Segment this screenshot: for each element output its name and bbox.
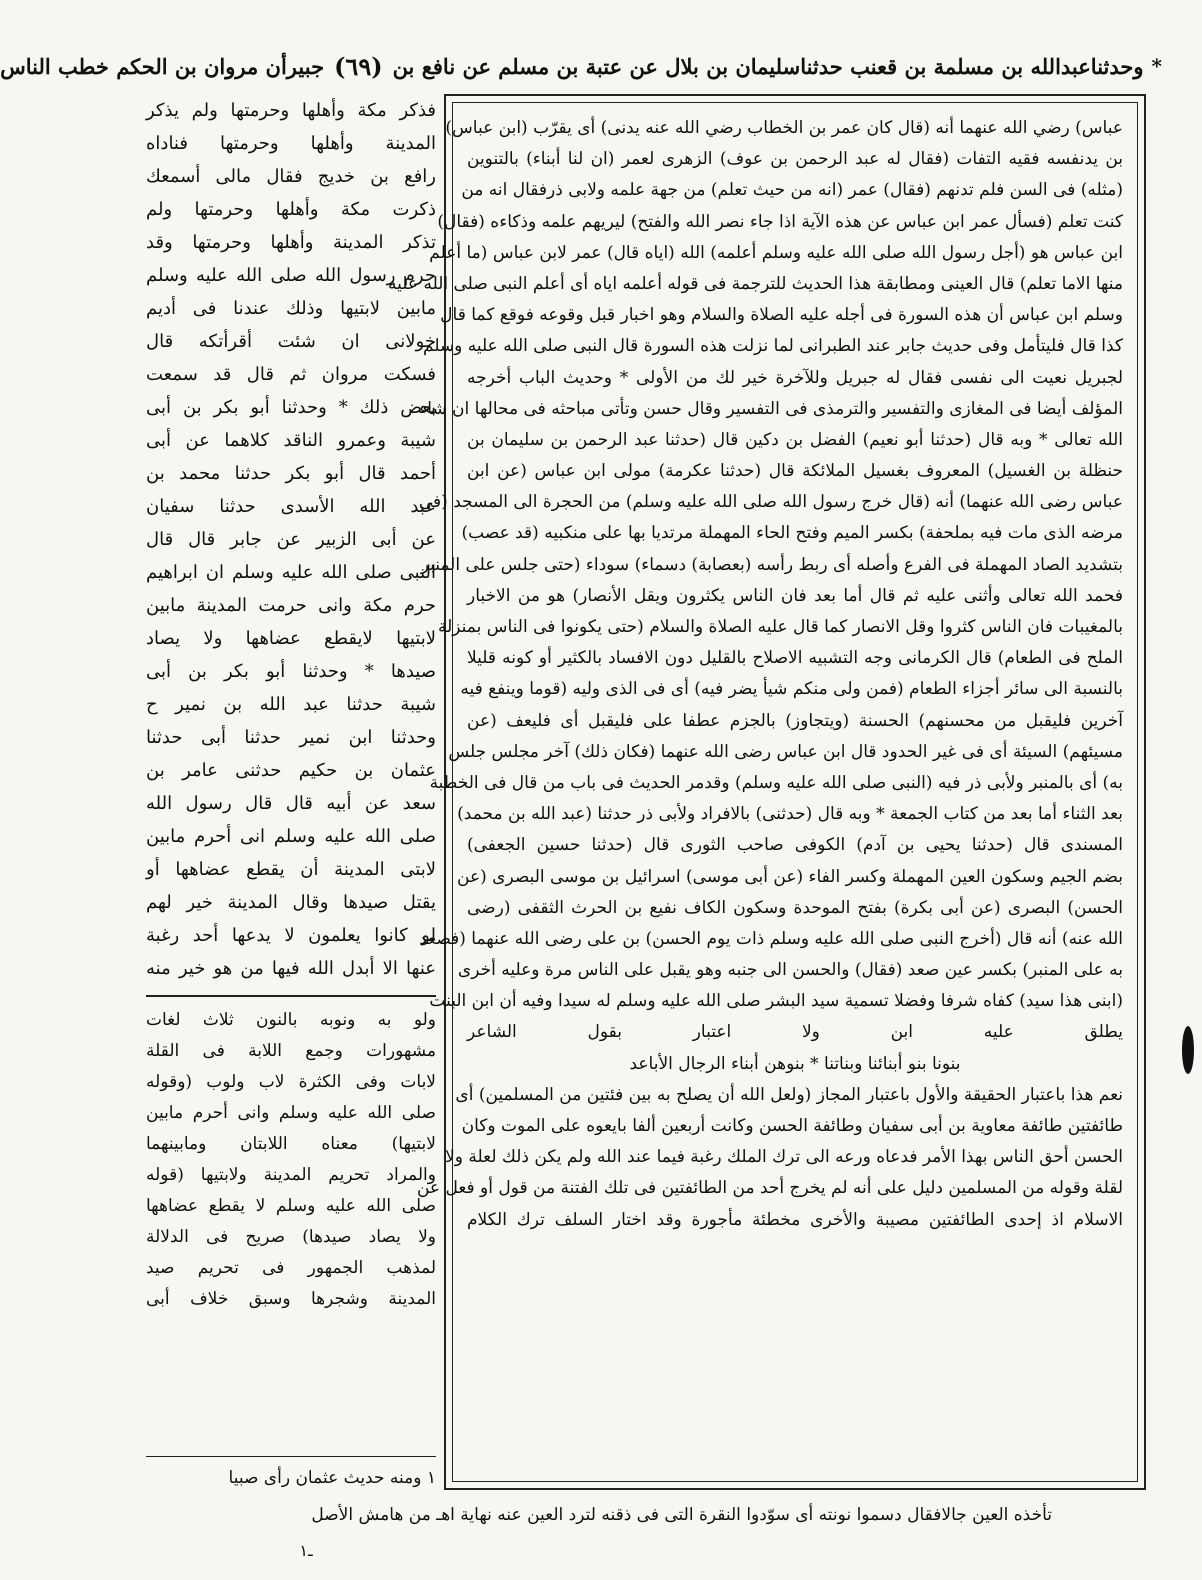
commentary-line: (ابنى هذا سيد) كفاه شرفا وفضلا تسمية سيد البشر صلى الله عليه وسلم له سيدا وفيه أن ابن البنت [429, 991, 1123, 1012]
commentary-frame [388, 94, 1146, 1490]
hadith-line: شيبة وعمرو الناقد كلاهما عن أبى [146, 430, 436, 451]
hadith-line: فسكت مروان ثم قال قد سمعت [146, 364, 436, 385]
commentary-line: مسيئهم) السيئة أى فى غير الحدود قال ابن عباس رضى الله عنهما (فكان ذلك) آخر مجلس جلس [448, 741, 1123, 762]
note-line: المدينة وشجرها وسبق خلاف أبى [146, 1289, 436, 1309]
hadith-line: فذكر مكة وأهلها وحرمتها ولم يذكر [146, 100, 436, 121]
hadith-line: مابين لابتيها وذلك عندنا فى أديم [146, 298, 436, 319]
commentary-text [388, 102, 1138, 1482]
note-line: صلى الله عليه وسلم لا يقطع عضاهها [146, 1196, 436, 1216]
note-line: مشهورات وجمع اللابة فى القلة [146, 1041, 436, 1061]
hadith-line: لابتيها لايقطع عضاهها ولا يصاد [146, 628, 436, 649]
commentary-line: بنونا بنو أبنائنا وبناتنا * بنوهن أبناء الرجال الأباعد [629, 1053, 961, 1074]
header-left-text: جبيرأن مروان بن الحكم خطب الناس [0, 53, 325, 79]
hadith-line: يقتل صيدها وقال المدينة خير لهم [146, 892, 436, 913]
commentary-line: الحسن) البصرى (عن أبى بكرة) بفتح الموحدة وسكون الكاف نفيع بن الحرث الثقفى (رضى [467, 897, 1123, 918]
hadith-line: لابتى المدينة أن يقطع عضاهها أو [146, 859, 436, 880]
commentary-line: عباس رضى الله عنهما) أنه (قال خرج رسول الله صلى الله عليه وسلم) من الحجرة الى المسجد (فى [418, 492, 1123, 513]
note-line: والمراد تحريم المدينة ولابتيها (قوله [146, 1165, 436, 1185]
hadith-line: صيدها * وحدثنا أبو بكر بن أبى [146, 661, 436, 682]
commentary-line: الملح فى الطعام) قال الكرمانى وجه التشبيه الاصلاح بالقليل دون الافساد بالكثير أو كونه قليلا [467, 648, 1123, 669]
hadith-line: سعد عن أبيه قال قال رسول الله [146, 793, 436, 814]
commentary-line: لقلة وقوله من المسلمين دليل على أنه لم يخرج أحد من الطائفتين فى تلك الفتنة من قول أو فعل عن [416, 1178, 1123, 1199]
commentary-line: حنظلة بن الغسيل) المعروف بغسيل الملائكة قال (حدثنا عكرمة) مولى ابن عباس (عن ابن [467, 461, 1123, 482]
commentary-line: الحسن أحق الناس بهذا الأمر فدعاه ورعه الى ترك الملك رغبة فيما عند الله ولم يكن ذلك لعلة ولا [445, 1147, 1123, 1168]
hadith-line: عنها الا أبدل الله فيها من هو خير منه [146, 958, 436, 979]
commentary-line: عباس) رضي الله عنهما أنه (قال كان عمر بن الخطاب رضي الله عنه يدنى) أى يقرّب (ابن عباس) [445, 118, 1123, 138]
note-line: صلى الله عليه وسلم وانى أحرم مابين [146, 1103, 436, 1123]
commentary-line: الاسلام اذ إحدى الطائفتين مصيبة والأخرى مخطئة مأجورة وقد اختار السلف ترك الكلام [467, 1209, 1123, 1230]
commentary-line: مرضه الذى مات فيه بملحفة) بكسر الميم وفتح الحاء المهملة مرتديا بها على منكبيه (قد عصب) [461, 523, 1123, 544]
note-line: لابات وفى الكثرة لاب ولوب (وقوله [146, 1072, 436, 1092]
commentary-line: به على المنبر) بكسر عين صعد (فقال) والحسن الى جنبه وهو يقبل على الناس مرة وعليه أخرى [457, 960, 1123, 981]
hadith-line: المدينة وأهلها وحرمتها فناداه [146, 133, 436, 154]
commentary-line: يطلق عليه ابن ولا اعتبار بقول الشاعر [467, 1022, 1123, 1043]
nawawi-notes [146, 1005, 436, 1315]
commentary-line: به) أى بالمنبر ولأبى ذر فيه (النبى صلى الله عليه وسلم) وقدمر الحديث فى باب من قال فى الخطبة [429, 772, 1123, 793]
hadith-line: رافع بن خديج فقال مالى أسمعك [146, 166, 436, 187]
hadith-line: خولانى ان شئت أقرأتكه قال [146, 331, 436, 352]
commentary-line: فحمد الله تعالى وأثنى عليه ثم قال أما بعد فان الناس يكثرون ويقل الأنصار) هو من الاخبار [467, 585, 1123, 606]
hadith-text [146, 94, 436, 985]
commentary-line: كنت تعلم (فسأل عمر ابن عباس عن هذه الآية اذا جاء نصر الله والفتح) ليريهم علمه وذكاءه (فقال) [437, 211, 1123, 232]
commentary-line: بتشديد الصاد المهملة فى الفرع وأصله أى ربط رأسه (بعصابة) دسماء) سوداء (حتى جلس على المنبر [420, 554, 1123, 575]
commentary-line: الله عنه) أنه قال (أخرج النبى صلى الله عليه وسلم ذات يوم الحسن) بن على رضى الله عنهما (فصعد [419, 928, 1123, 949]
commentary-line: لجبريل نعيت الى نفسى فقال له جبريل وللآخرة خير لك من الأولى * وحديث الباب أخرجه [467, 367, 1123, 388]
hadith-column [146, 94, 436, 1494]
hadith-line: النبى صلى الله عليه وسلم ان ابراهيم [146, 562, 436, 583]
commentary-line: بضم الجيم وسكون العين المهملة وكسر الفاء (عن أبى موسى) اسرائيل بن موسى البصرى (عن [457, 866, 1123, 887]
commentary-line: وسلم ابن عباس أن هذه السورة فى أجله عليه الصلاة والسلام وهو اخبار قبل وقوعه فوقع كما قال [440, 305, 1123, 326]
hadith-line: صلى الله عليه وسلم انى أحرم مابين [146, 826, 436, 847]
hadith-line: أحمد قال أبو بكر حدثنا محمد بن [146, 463, 436, 484]
hadith-line: لو كانوا يعلمون لا يدعها أحد رغبة [146, 925, 436, 946]
commentary-line: بالمغيبات فان الناس كثروا وقل الانصار كما قال عليه الصلاة والسلام (حتى يكونوا فى الناس بمنزلة [437, 617, 1123, 637]
hadith-line: بعض ذلك * وحدثنا أبو بكر بن أبى [146, 397, 436, 418]
page-mark: ـ١ [299, 1541, 313, 1560]
commentary-line: منها الاما تعلم) قال العينى ومطابقة هذا الحديث للترجمة فى قوله أعلمه اياه أى أعلم النبى صلى الله عليه [388, 273, 1123, 294]
hadith-line: عثمان بن حكيم حدثنى عامر بن [146, 760, 436, 781]
hadith-line: ذكرت مكة وأهلها وحرمتها ولم [146, 199, 436, 220]
hadith-line: حرم رسول الله صلى الله عليه وسلم [146, 265, 436, 286]
footnote-side: ١ ومنه حديث عثمان رأى صبيا [228, 1468, 436, 1488]
hadith-line: وحدثنا ابن نمير حدثنا أبى حدثنا [146, 727, 436, 748]
hadith-line: شيبة حدثنا عبد الله بن نمير ح [146, 694, 436, 715]
note-line: لمذهب الجمهور فى تحريم صيد [146, 1258, 436, 1278]
commentary-line: بعد الثناء أما بعد من كتاب الجمعة * وبه قال (حدثنى) بالافراد ولأبى ذر حدثنا (عبد الله بن محمد) [457, 804, 1123, 825]
commentary-line: بالنسبة الى سائر أجزاء الطعام (فمن ولى منكم شيأ يضر فيه) أى فى الذى وليه (قوما وينفع فيه [460, 679, 1123, 700]
commentary-line: طائفتين طائفة معاوية بن أبى سفيان وطائفة الحسن وكانت أربعين ألفا بايعوه على الموت وكان [461, 1116, 1123, 1136]
commentary-line: المسندى قال (حدثنا يحيى بن آدم) الكوفى صاحب الثورى قال (حدثنا حسين الجعفى) [467, 835, 1123, 856]
page-number: (٦٩) [334, 51, 383, 81]
hadith-line: حرم مكة وانى حرمت المدينة مابين [146, 595, 436, 616]
hadith-line: عن أبى الزبير عن جابر قال قال [146, 529, 436, 550]
hadith-line: تذكر المدينة وأهلها وحرمتها وقد [146, 232, 436, 253]
note-line: ولا يصاد صيدها) صريح فى الدلالة [146, 1227, 436, 1247]
commentary-line: كذا قال فليتأمل وفى حديث جابر عند الطبرانى لما نزلت هذه السورة قال النبى صلى الله عليه وسلم [423, 336, 1123, 357]
commentary-line: نعم هذا باعتبار الحقيقة والأول باعتبار المجاز (ولعل الله أن يصلح به بين فئتين من المسلمين) أى [455, 1084, 1123, 1105]
column-divider [146, 995, 436, 997]
commentary-line: الله تعالى * وبه قال (حدثنا أبو نعيم) الفضل بن دكين قال (حدثنا عبد الرحمن بن سليمان بن [467, 429, 1123, 450]
commentary-line: (مثله) فى السن فلم تدنهم (فقال) عمر (انه من حيث تعلم) من جهة علمه ولابى ذرفقال انه من [461, 180, 1123, 201]
commentary-line: المؤلف أيضا فى المغازى والتفسير والترمذى فى التفسير وقال حسن وتأتى مباحثه فى محالها ان شاء [419, 398, 1123, 419]
commentary-line: ابن عباس هو (أجل رسول الله صلى الله عليه وسلم أعلمه) الله (اياه قال) عمر لابن عباس (ما أعلم [429, 242, 1123, 263]
binding-mark [1182, 1026, 1194, 1074]
note-line: لابتيها) معناه اللابتان ومابينهما [146, 1134, 436, 1154]
footnote-bottom: تأخذه العين جالافقال دسموا نونته أى سوّدوا النقرة التى فى ذقنه لترد العين عنه نهاية اهـ من هامش الأصل [311, 1505, 1052, 1525]
hadith-line: عبد الله الأسدى حدثنا سفيان [146, 496, 436, 517]
footnote-rule [146, 1456, 436, 1457]
header-right-text: وحدثناعبدالله بن مسلمة بن قعنب حدثناسليمان بن بلال عن عتبة بن مسلم عن نافع بن [392, 53, 1144, 79]
page-header [0, 44, 1162, 88]
note-line: ولو به ونوبه بالنون ثلاث لغات [146, 1010, 436, 1030]
commentary-line: آخرين فليقبل من محسنهم) الحسنة (ويتجاوز) بالجزم عطفا على فليقبل أى فليعف (عن [467, 710, 1123, 731]
header-star: * [1151, 54, 1162, 78]
commentary-line: بن يدنفسه فقيه التفات (فقال له عبد الرحمن بن عوف) الزهرى لعمر (ان لنا أبناء) بالتنوين [467, 149, 1123, 170]
